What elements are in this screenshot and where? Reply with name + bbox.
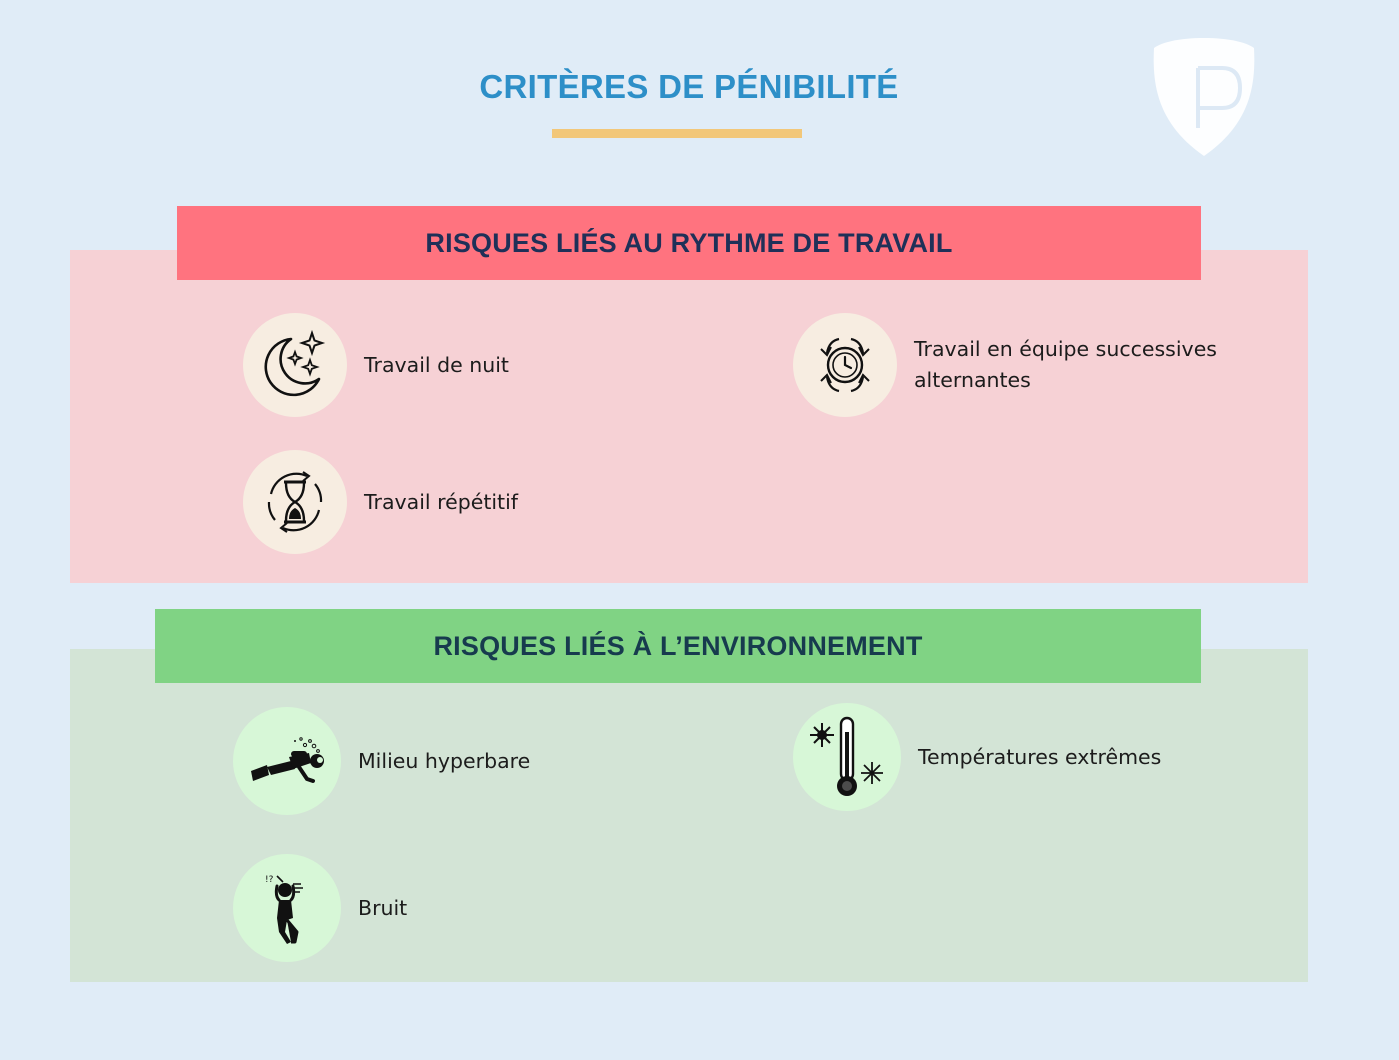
svg-text:!?: !? xyxy=(265,875,274,885)
item-extreme-temperatures xyxy=(793,703,1161,811)
diver-icon xyxy=(233,707,341,815)
item-label: Bruit xyxy=(358,895,408,920)
item-label: Milieu hyperbare xyxy=(358,748,531,773)
item-shift-work xyxy=(793,313,1217,417)
item-repetitive-work xyxy=(243,450,518,554)
shield-logo-icon xyxy=(1150,36,1258,160)
noise-person-icon xyxy=(233,854,341,962)
item-label: Travail de nuit xyxy=(364,352,509,377)
title-underline xyxy=(552,129,802,138)
item-night-work xyxy=(243,313,509,417)
environment-banner: RISQUES LIÉS À L’ENVIRONNEMENT xyxy=(155,609,1201,683)
item-noise xyxy=(233,854,407,962)
item-label-line2: alternantes xyxy=(914,368,1031,392)
item-label xyxy=(914,334,1217,396)
hourglass-cycle-icon xyxy=(243,450,347,554)
item-label-line1: Travail en équipe successives xyxy=(914,337,1217,361)
item-label: Travail répétitif xyxy=(364,489,519,514)
moon-stars-icon xyxy=(243,313,347,417)
page-title: CRITÈRES DE PÉNIBILITÉ xyxy=(479,68,899,105)
item-hyperbaric xyxy=(233,707,530,815)
work-rhythm-banner: RISQUES LIÉS AU RYTHME DE TRAVAIL xyxy=(177,206,1201,280)
item-label: Températures extrêmes xyxy=(918,744,1162,769)
rotating-clock-icon xyxy=(793,313,897,417)
thermometer-icon xyxy=(793,703,901,811)
